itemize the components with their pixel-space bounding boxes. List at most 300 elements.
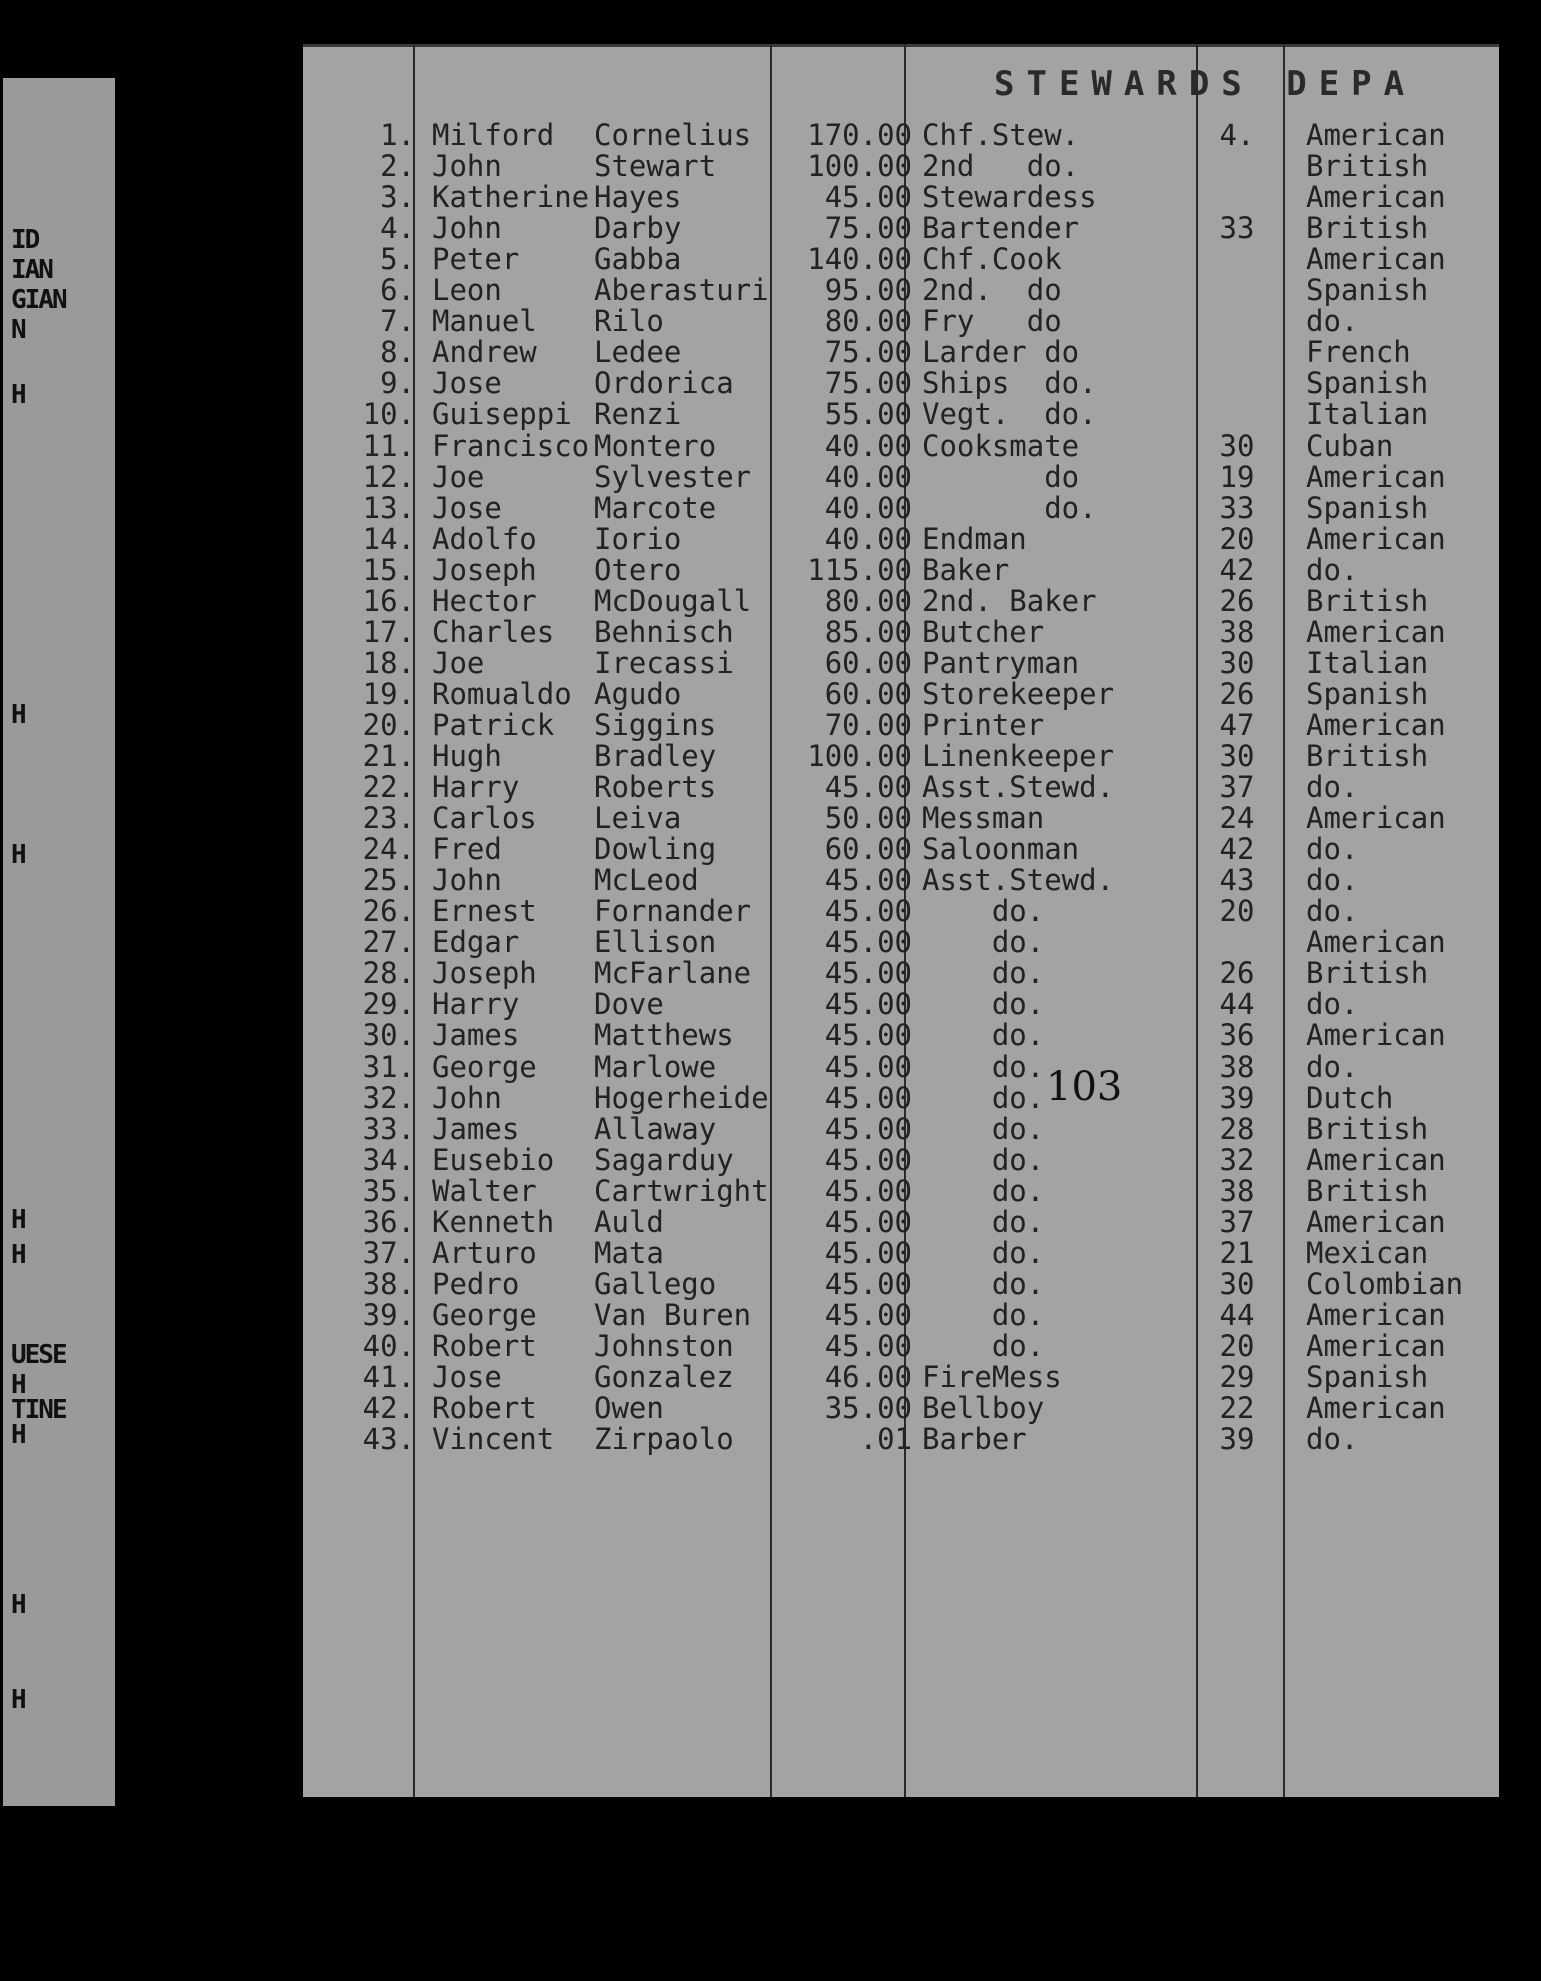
crew-first: Joe — [432, 460, 485, 494]
crew-last: Sagarduy — [594, 1143, 734, 1177]
crew-row — [0, 863, 1541, 897]
crew-last: Ledee — [594, 335, 682, 369]
crew-num: 6. — [380, 273, 415, 307]
crew-row — [0, 553, 1541, 587]
crew-age: 36 — [1219, 1018, 1255, 1052]
crew-num: 2. — [380, 149, 415, 183]
crew-num: 13. — [362, 491, 415, 525]
crew-position: FireMess — [922, 1360, 1062, 1394]
crew-position: Messman — [922, 801, 1045, 835]
crew-row — [0, 770, 1541, 804]
crew-first: Adolfo — [432, 522, 537, 556]
crew-age: 29 — [1219, 1360, 1255, 1394]
crew-nationality: British — [1306, 739, 1429, 773]
crew-num: 26. — [362, 894, 415, 928]
crew-row — [0, 491, 1541, 525]
crew-wage: 75.00 — [824, 366, 912, 400]
crew-first: Guiseppi — [432, 397, 572, 431]
crew-num: 35. — [362, 1174, 415, 1208]
crew-row — [0, 584, 1541, 618]
crew-age: 39 — [1219, 1081, 1255, 1115]
crew-nationality: American — [1306, 460, 1446, 494]
crew-wage: 45.00 — [824, 1236, 912, 1270]
crew-age: 20 — [1219, 1329, 1255, 1363]
margin-fragment: H — [11, 840, 25, 870]
crew-last: Van Buren — [594, 1298, 752, 1332]
crew-position: Chf.Cook — [922, 242, 1062, 276]
crew-age: 47 — [1219, 708, 1255, 742]
crew-first: Peter — [432, 242, 520, 276]
crew-last: Stewart — [594, 149, 717, 183]
crew-age: 32 — [1219, 1143, 1255, 1177]
crew-last: Darby — [594, 211, 682, 245]
margin-fragment: IAN — [11, 255, 52, 285]
margin-fragment: N — [11, 315, 25, 345]
crew-row — [0, 429, 1541, 463]
crew-last: Rilo — [594, 304, 664, 338]
crew-num: 36. — [362, 1205, 415, 1239]
crew-row — [0, 801, 1541, 835]
crew-age: 33 — [1219, 491, 1255, 525]
crew-position: do. — [922, 1174, 1045, 1208]
crew-position: do. — [922, 1112, 1045, 1146]
crew-num: 9. — [380, 366, 415, 400]
crew-age: 44 — [1219, 1298, 1255, 1332]
crew-num: 43. — [362, 1422, 415, 1456]
crew-age: 26 — [1219, 956, 1255, 990]
crew-num: 12. — [362, 460, 415, 494]
crew-age: 4. — [1219, 118, 1255, 152]
crew-last: Gabba — [594, 242, 682, 276]
crew-num: 37. — [362, 1236, 415, 1270]
crew-num: 42. — [362, 1391, 415, 1425]
crew-first: Francisco — [432, 429, 590, 463]
crew-wage: 45.00 — [824, 1050, 912, 1084]
crew-first: Hector — [432, 584, 537, 618]
crew-wage: 45.00 — [824, 1081, 912, 1115]
crew-first: Katherine — [432, 180, 590, 214]
margin-fragment: H — [11, 700, 25, 730]
crew-age: 37 — [1219, 770, 1255, 804]
crew-first: Eusebio — [432, 1143, 555, 1177]
crew-first: Arturo — [432, 1236, 537, 1270]
crew-row — [0, 646, 1541, 680]
crew-last: Auld — [594, 1205, 664, 1239]
crew-age: 37 — [1219, 1205, 1255, 1239]
crew-row — [0, 1018, 1541, 1052]
crew-last: Matthews — [594, 1018, 734, 1052]
crew-first: John — [432, 1081, 502, 1115]
crew-row — [0, 522, 1541, 556]
margin-fragment: H — [11, 1420, 25, 1450]
crew-row — [0, 677, 1541, 711]
crew-position: Cooksmate — [922, 429, 1080, 463]
crew-wage: 50.00 — [824, 801, 912, 835]
crew-last: Owen — [594, 1391, 664, 1425]
crew-num: 17. — [362, 615, 415, 649]
crew-wage: 40.00 — [824, 429, 912, 463]
crew-row — [0, 304, 1541, 338]
crew-wage: 45.00 — [824, 1018, 912, 1052]
crew-row — [0, 987, 1541, 1021]
crew-nationality: American — [1306, 1391, 1446, 1425]
crew-age: 24 — [1219, 801, 1255, 835]
crew-num: 18. — [362, 646, 415, 680]
crew-row — [0, 273, 1541, 307]
crew-position: do. — [922, 894, 1045, 928]
crew-first: George — [432, 1298, 537, 1332]
crew-last: McDougall — [594, 584, 752, 618]
crew-first: Harry — [432, 770, 520, 804]
crew-nationality: American — [1306, 1329, 1446, 1363]
crew-wage: 70.00 — [824, 708, 912, 742]
crew-position: do. — [922, 1205, 1045, 1239]
crew-row — [0, 1267, 1541, 1301]
crew-num: 25. — [362, 863, 415, 897]
crew-position: do. — [922, 1298, 1045, 1332]
crew-row — [0, 832, 1541, 866]
crew-age: 42 — [1219, 832, 1255, 866]
crew-row — [0, 894, 1541, 928]
crew-age: 42 — [1219, 553, 1255, 587]
crew-first: Jose — [432, 491, 502, 525]
crew-age: 30 — [1219, 739, 1255, 773]
crew-position: do. — [922, 1329, 1045, 1363]
crew-wage: 55.00 — [824, 397, 912, 431]
crew-row — [0, 242, 1541, 276]
crew-row — [0, 1422, 1541, 1456]
crew-position: Printer — [922, 708, 1045, 742]
crew-first: Joseph — [432, 553, 537, 587]
crew-wage: 80.00 — [824, 584, 912, 618]
crew-num: 7. — [380, 304, 415, 338]
crew-wage: 75.00 — [824, 335, 912, 369]
crew-nationality: American — [1306, 1205, 1446, 1239]
crew-nationality: American — [1306, 925, 1446, 959]
crew-first: Hugh — [432, 739, 502, 773]
crew-nationality: Spanish — [1306, 366, 1429, 400]
crew-last: McFarlane — [594, 956, 752, 990]
crew-nationality: Spanish — [1306, 1360, 1429, 1394]
crew-last: Gonzalez — [594, 1360, 734, 1394]
crew-row — [0, 1329, 1541, 1363]
crew-row — [0, 460, 1541, 494]
crew-nationality: British — [1306, 1112, 1429, 1146]
crew-wage: 45.00 — [824, 1329, 912, 1363]
crew-nationality: American — [1306, 1143, 1446, 1177]
crew-first: James — [432, 1112, 520, 1146]
margin-fragment: GIAN — [11, 285, 66, 315]
crew-first: Harry — [432, 987, 520, 1021]
crew-first: Joseph — [432, 956, 537, 990]
crew-wage: 100.00 — [807, 739, 912, 773]
crew-nationality: American — [1306, 242, 1446, 276]
margin-fragment: H — [11, 1685, 25, 1715]
crew-num: 8. — [380, 335, 415, 369]
crew-position: Endman — [922, 522, 1027, 556]
crew-first: Manuel — [432, 304, 537, 338]
crew-last: Sylvester — [594, 460, 752, 494]
crew-wage: .01 — [859, 1422, 912, 1456]
crew-wage: 60.00 — [824, 832, 912, 866]
crew-nationality: do. — [1306, 304, 1359, 338]
crew-last: Hayes — [594, 180, 682, 214]
crew-nationality: British — [1306, 149, 1429, 183]
crew-position: do — [922, 460, 1080, 494]
crew-nationality: do. — [1306, 1050, 1359, 1084]
crew-age: 38 — [1219, 1174, 1255, 1208]
crew-age: 39 — [1219, 1422, 1255, 1456]
crew-nationality: do. — [1306, 894, 1359, 928]
crew-first: Robert — [432, 1391, 537, 1425]
crew-nationality: British — [1306, 1174, 1429, 1208]
crew-num: 30. — [362, 1018, 415, 1052]
margin-fragment: UESE — [11, 1340, 66, 1370]
crew-num: 31. — [362, 1050, 415, 1084]
crew-last: Behnisch — [594, 615, 734, 649]
margin-fragment: H — [11, 1590, 25, 1620]
crew-last: Allaway — [594, 1112, 717, 1146]
crew-num: 39. — [362, 1298, 415, 1332]
crew-nationality: American — [1306, 708, 1446, 742]
crew-wage: 46.00 — [824, 1360, 912, 1394]
crew-last: Montero — [594, 429, 717, 463]
crew-num: 34. — [362, 1143, 415, 1177]
crew-nationality: do. — [1306, 832, 1359, 866]
crew-last: Irecassi — [594, 646, 734, 680]
crew-position: Asst.Stewd. — [922, 863, 1115, 897]
crew-nationality: British — [1306, 211, 1429, 245]
crew-wage: 45.00 — [824, 1298, 912, 1332]
crew-nationality: Spanish — [1306, 491, 1429, 525]
crew-first: John — [432, 211, 502, 245]
crew-num: 19. — [362, 677, 415, 711]
crew-last: Dowling — [594, 832, 717, 866]
crew-first: Joe — [432, 646, 485, 680]
crew-num: 21. — [362, 739, 415, 773]
crew-num: 32. — [362, 1081, 415, 1115]
crew-first: Edgar — [432, 925, 520, 959]
crew-wage: 40.00 — [824, 522, 912, 556]
crew-wage: 115.00 — [807, 553, 912, 587]
crew-row — [0, 1143, 1541, 1177]
crew-last: Zirpaolo — [594, 1422, 734, 1456]
crew-row — [0, 1298, 1541, 1332]
crew-num: 15. — [362, 553, 415, 587]
crew-position: Asst.Stewd. — [922, 770, 1115, 804]
crew-age: 30 — [1219, 429, 1255, 463]
crew-age: 30 — [1219, 1267, 1255, 1301]
crew-age: 44 — [1219, 987, 1255, 1021]
margin-fragment: H — [11, 1370, 25, 1400]
crew-num: 20. — [362, 708, 415, 742]
crew-position: do. — [922, 491, 1097, 525]
crew-nationality: Italian — [1306, 646, 1429, 680]
crew-nationality: Colombian — [1306, 1267, 1464, 1301]
crew-row — [0, 739, 1541, 773]
crew-position: Linenkeeper — [922, 739, 1115, 773]
crew-wage: 45.00 — [824, 1267, 912, 1301]
crew-first: Fred — [432, 832, 502, 866]
crew-row — [0, 118, 1541, 152]
crew-nationality: Italian — [1306, 397, 1429, 431]
crew-position: do. — [922, 1018, 1045, 1052]
crew-last: Otero — [594, 553, 682, 587]
crew-position: Pantryman — [922, 646, 1080, 680]
crew-wage: 45.00 — [824, 894, 912, 928]
crew-first: John — [432, 863, 502, 897]
crew-num: 27. — [362, 925, 415, 959]
crew-row — [0, 1050, 1541, 1084]
crew-first: Jose — [432, 366, 502, 400]
crew-num: 22. — [362, 770, 415, 804]
crew-nationality: British — [1306, 956, 1429, 990]
crew-position: 2nd do. — [922, 149, 1080, 183]
crew-row — [0, 1236, 1541, 1270]
crew-position: Baker — [922, 553, 1010, 587]
crew-num: 14. — [362, 522, 415, 556]
crew-nationality: American — [1306, 522, 1446, 556]
margin-fragment: ID — [11, 225, 39, 255]
crew-position: Butcher — [922, 615, 1045, 649]
crew-position: Ships do. — [922, 366, 1097, 400]
crew-position: Vegt. do. — [922, 397, 1097, 431]
crew-wage: 35.00 — [824, 1391, 912, 1425]
crew-age: 21 — [1219, 1236, 1255, 1270]
crew-nationality: American — [1306, 1298, 1446, 1332]
crew-wage: 40.00 — [824, 460, 912, 494]
crew-last: Johnston — [594, 1329, 734, 1363]
crew-wage: 45.00 — [824, 863, 912, 897]
crew-wage: 45.00 — [824, 770, 912, 804]
crew-position: Stewardess — [922, 180, 1097, 214]
crew-num: 28. — [362, 956, 415, 990]
crew-num: 16. — [362, 584, 415, 618]
crew-age: 20 — [1219, 894, 1255, 928]
crew-last: McLeod — [594, 863, 699, 897]
crew-position: Storekeeper — [922, 677, 1115, 711]
crew-position: Barber — [922, 1422, 1027, 1456]
crew-wage: 45.00 — [824, 956, 912, 990]
crew-position: do. — [922, 987, 1045, 1021]
crew-row — [0, 925, 1541, 959]
crew-nationality: American — [1306, 1018, 1446, 1052]
crew-row — [0, 149, 1541, 183]
crew-row — [0, 708, 1541, 742]
crew-age: 38 — [1219, 1050, 1255, 1084]
crew-first: Robert — [432, 1329, 537, 1363]
crew-num: 41. — [362, 1360, 415, 1394]
crew-first: John — [432, 149, 502, 183]
crew-row — [0, 180, 1541, 214]
crew-row — [0, 615, 1541, 649]
crew-position: do. — [922, 1050, 1045, 1084]
crew-wage: 95.00 — [824, 273, 912, 307]
crew-last: Fornander — [594, 894, 752, 928]
crew-nationality: French — [1306, 335, 1411, 369]
crew-first: Romualdo — [432, 677, 572, 711]
crew-position: do. — [922, 1081, 1045, 1115]
crew-nationality: British — [1306, 584, 1429, 618]
crew-first: Jose — [432, 1360, 502, 1394]
crew-last: Cartwright — [594, 1174, 769, 1208]
crew-wage: 40.00 — [824, 491, 912, 525]
crew-wage: 45.00 — [824, 1143, 912, 1177]
crew-first: Carlos — [432, 801, 537, 835]
crew-nationality: do. — [1306, 863, 1359, 897]
crew-last: Aberasturi — [594, 273, 769, 307]
crew-nationality: Cuban — [1306, 429, 1394, 463]
crew-last: Renzi — [594, 397, 682, 431]
crew-last: Ellison — [594, 925, 717, 959]
crew-nationality: American — [1306, 180, 1446, 214]
crew-num: 4. — [380, 211, 415, 245]
department-header: STEWARDS DEPA — [994, 64, 1417, 104]
top-rule — [303, 44, 1499, 47]
crew-nationality: do. — [1306, 1422, 1359, 1456]
crew-last: Cornelius — [594, 118, 752, 152]
crew-position: Chf.Stew. — [922, 118, 1080, 152]
crew-row — [0, 956, 1541, 990]
crew-first: George — [432, 1050, 537, 1084]
crew-last: Dove — [594, 987, 664, 1021]
crew-position: Fry do — [922, 304, 1062, 338]
crew-num: 11. — [362, 429, 415, 463]
crew-wage: 45.00 — [824, 180, 912, 214]
crew-row — [0, 1112, 1541, 1146]
margin-fragment: H — [11, 1205, 25, 1235]
crew-last: Marcote — [594, 491, 717, 525]
crew-position: Saloonman — [922, 832, 1080, 866]
crew-nationality: Mexican — [1306, 1236, 1429, 1270]
crew-wage: 170.00 — [807, 118, 912, 152]
crew-position: do. — [922, 956, 1045, 990]
crew-num: 33. — [362, 1112, 415, 1146]
crew-wage: 140.00 — [807, 242, 912, 276]
crew-last: Iorio — [594, 522, 682, 556]
crew-wage: 45.00 — [824, 1112, 912, 1146]
crew-num: 40. — [362, 1329, 415, 1363]
margin-fragment: H — [11, 380, 25, 410]
crew-num: 10. — [362, 397, 415, 431]
crew-nationality: American — [1306, 801, 1446, 835]
crew-age: 20 — [1219, 522, 1255, 556]
crew-first: Charles — [432, 615, 555, 649]
crew-position: 2nd. Baker — [922, 584, 1097, 618]
crew-age: 19 — [1219, 460, 1255, 494]
crew-first: Leon — [432, 273, 502, 307]
crew-last: Mata — [594, 1236, 664, 1270]
crew-age: 30 — [1219, 646, 1255, 680]
crew-position: Bellboy — [922, 1391, 1045, 1425]
crew-last: Hogerheide — [594, 1081, 769, 1115]
crew-num: 38. — [362, 1267, 415, 1301]
crew-first: Pedro — [432, 1267, 520, 1301]
crew-position: do. — [922, 1143, 1045, 1177]
crew-nationality: American — [1306, 118, 1446, 152]
crew-first: James — [432, 1018, 520, 1052]
crew-row — [0, 1205, 1541, 1239]
crew-first: Patrick — [432, 708, 555, 742]
crew-age: 28 — [1219, 1112, 1255, 1146]
crew-first: Walter — [432, 1174, 537, 1208]
crew-wage: 80.00 — [824, 304, 912, 338]
crew-first: Andrew — [432, 335, 537, 369]
crew-last: Agudo — [594, 677, 682, 711]
crew-nationality: Dutch — [1306, 1081, 1394, 1115]
crew-first: Vincent — [432, 1422, 555, 1456]
crew-nationality: do. — [1306, 770, 1359, 804]
